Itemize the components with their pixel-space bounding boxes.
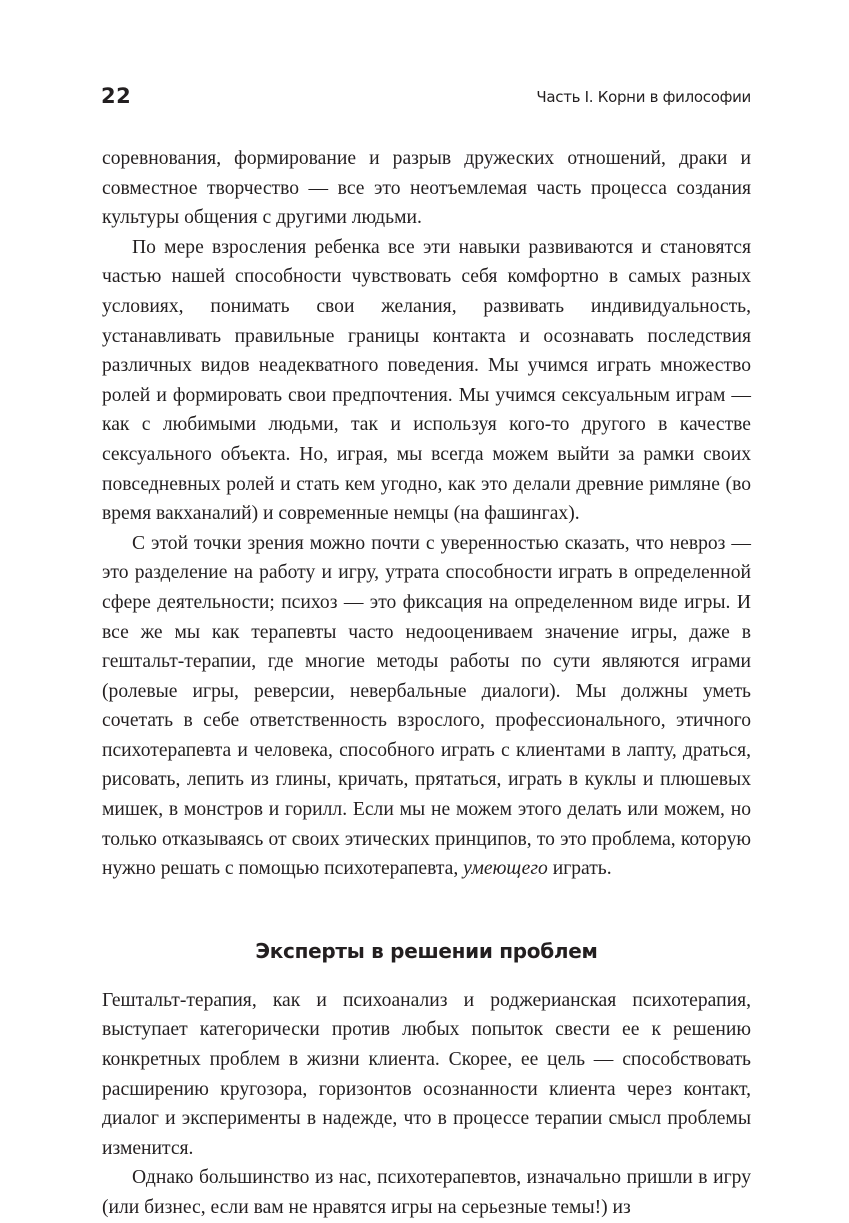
running-head [101, 82, 751, 112]
paragraph: Гештальт-терапия, как и психоанализ и роджерианская психотерапия, выступает категорически против любых попыток свести ее к решению конкретных проблем в жизни клиента. Скорее, ее цель — способствовать расширению кругозора, горизонтов осознанности клиента через контакт, диалог и эксперименты в надежде, что в процессе терапии смысл проблемы изменится. [102, 989, 751, 1159]
paragraph: По мере взросления ребенка все эти навыки развиваются и становятся частью нашей способности чувствовать себя комфортно в самых разных условиях, понимать свои желания, развивать индивидуальность, устанавливать правильные границы контакта и осознавать последствия различных видов неадекватного поведения. Мы учимся играть множество ролей и формировать свои предпочтения. Мы учимся сексуальным играм — как с любимыми людьми, так и используя кого-то другого в качестве сексуального объекта. Но, играя, мы всегда можем выйти за рамки своих повседневных ролей и стать кем угодно, как это делали древние римляне (во время вакханалий) и современные немцы (на фашингах). [102, 236, 751, 525]
paragraph-text: С этой точки зрения можно почти с уверенностью сказать, что невроз — это разделение на работу и игру, утрата способности играть в определенной сфере деятельности; психоз — это фиксация на определенном виде игры. И все же мы как терапевты часто недооцениваем значение игры, даже в гештальт-терапии, где многие методы работы по сути являются играми (ролевые игры, реверсии, невербальные диалоги). Мы должны уметь сочетать в себе ответственность взрослого, профессионального, этичного психотерапевта и человека, способного играть с клиентами в лапту, драться, рисовать, лепить из глины, кричать, прятаться, играть в куклы и плюшевых мишек, в монстров и горилл. Если мы не можем этого делать или можем, но только отказываясь от своих этических принципов, то это проблема, которую нужно решать с помощью психотерапевта, [102, 532, 751, 880]
section-heading: Эксперты в решении проблем [255, 938, 598, 963]
page-number: 22 [101, 84, 132, 108]
paragraph-text-end: играть. [547, 858, 612, 880]
body-text [102, 144, 751, 1223]
emphasis-text: умеющего [463, 858, 548, 880]
chapter-title: Часть I. Корни в философии [536, 88, 751, 106]
paragraph [102, 529, 751, 884]
paragraph: Однако большинство из нас, психотерапевтов, изначально пришли в игру (или бизнес, если вам не нравятся игры на серьезные темы!) из [102, 1167, 751, 1218]
paragraph-continuation: соревнования, формирование и разрыв дружеских отношений, драки и совместное творчество — все это неотъемлемая часть процесса создания культуры общения с другими людьми. [102, 148, 751, 229]
